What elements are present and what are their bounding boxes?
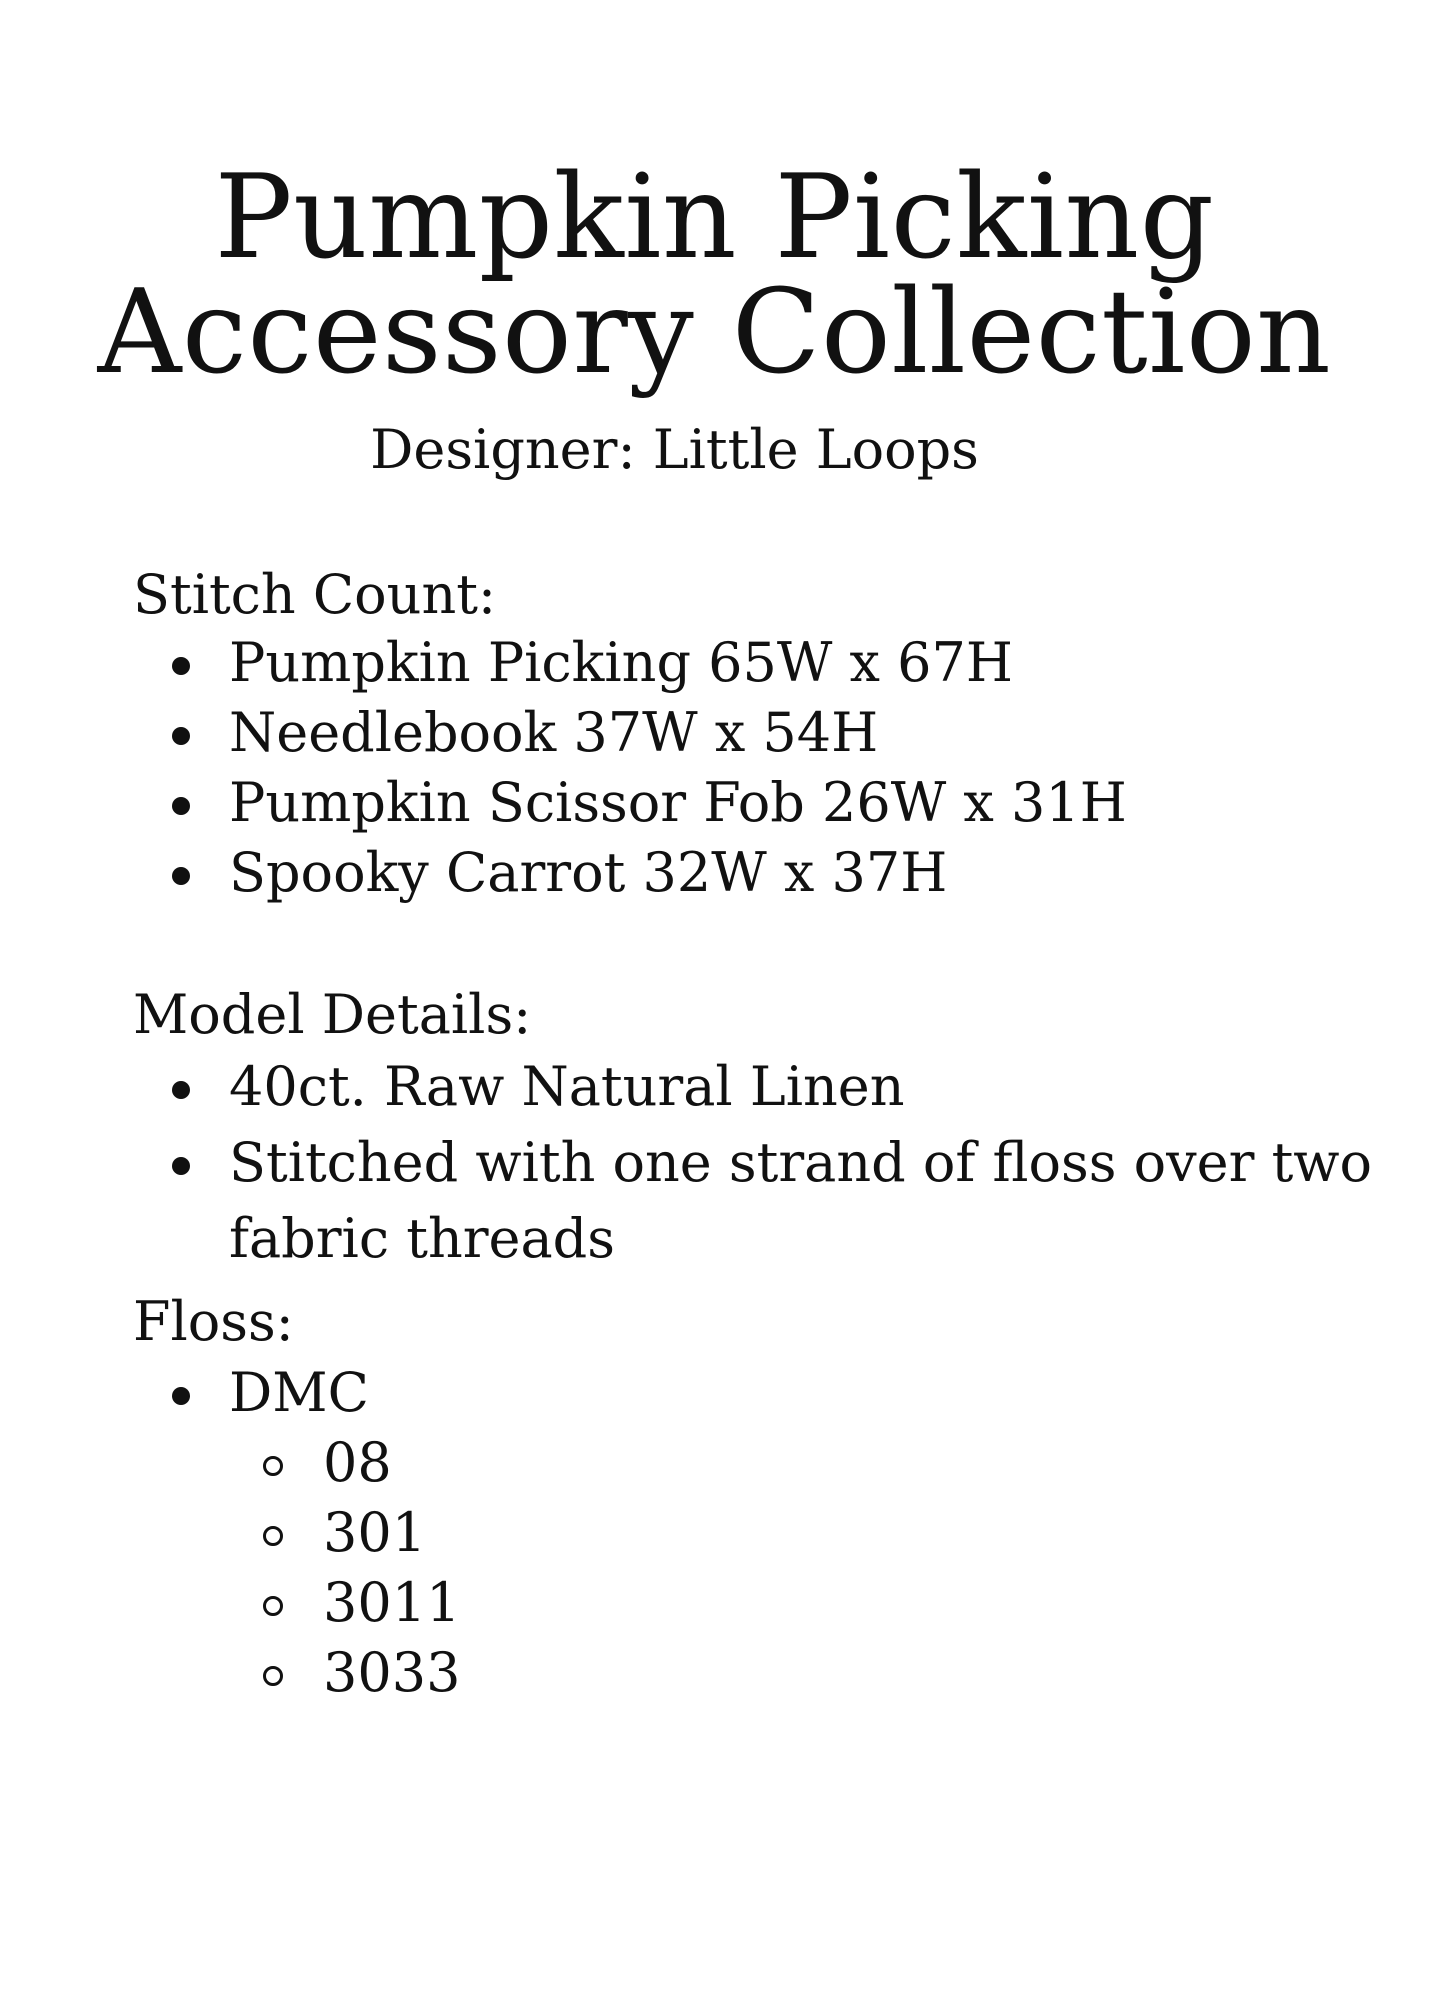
circle-bullet-icon — [263, 1526, 283, 1546]
list-item-text-continued: fabric threads — [229, 1207, 615, 1270]
list-item-text: Pumpkin Picking 65W x 67H — [229, 631, 1013, 694]
bullet-icon — [172, 797, 190, 815]
list-item-text: Spooky Carrot 32W x 37H — [229, 841, 948, 904]
floss-color: 301 — [323, 1501, 427, 1564]
bullet-icon — [172, 867, 190, 885]
title-line-1: Pumpkin Picking — [214, 150, 1215, 285]
circle-bullet-icon — [263, 1666, 283, 1686]
list-item-text: Stitched with one strand of floss over two — [229, 1131, 1373, 1194]
bullet-icon — [172, 657, 190, 675]
list-item-text: 40ct. Raw Natural Linen — [229, 1055, 905, 1118]
floss-color: 3033 — [323, 1641, 461, 1704]
model-details-heading: Model Details: — [133, 983, 532, 1046]
floss-heading: Floss: — [133, 1290, 294, 1353]
stitch-count-heading: Stitch Count: — [133, 563, 497, 626]
floss-brand: DMC — [229, 1361, 369, 1424]
floss-color: 3011 — [323, 1571, 461, 1634]
bullet-icon — [172, 727, 190, 745]
floss-color: 08 — [323, 1431, 392, 1494]
list-item-text: Pumpkin Scissor Fob 26W x 31H — [229, 771, 1127, 834]
circle-bullet-icon — [263, 1456, 283, 1476]
bullet-icon — [172, 1081, 190, 1099]
bullet-icon — [172, 1157, 190, 1175]
title-line-2: Accessory Collection — [97, 265, 1332, 400]
circle-bullet-icon — [263, 1596, 283, 1616]
designer-credit: Designer: Little Loops — [370, 418, 979, 481]
list-item-text: Needlebook 37W x 54H — [229, 701, 879, 764]
bullet-icon — [172, 1387, 190, 1405]
